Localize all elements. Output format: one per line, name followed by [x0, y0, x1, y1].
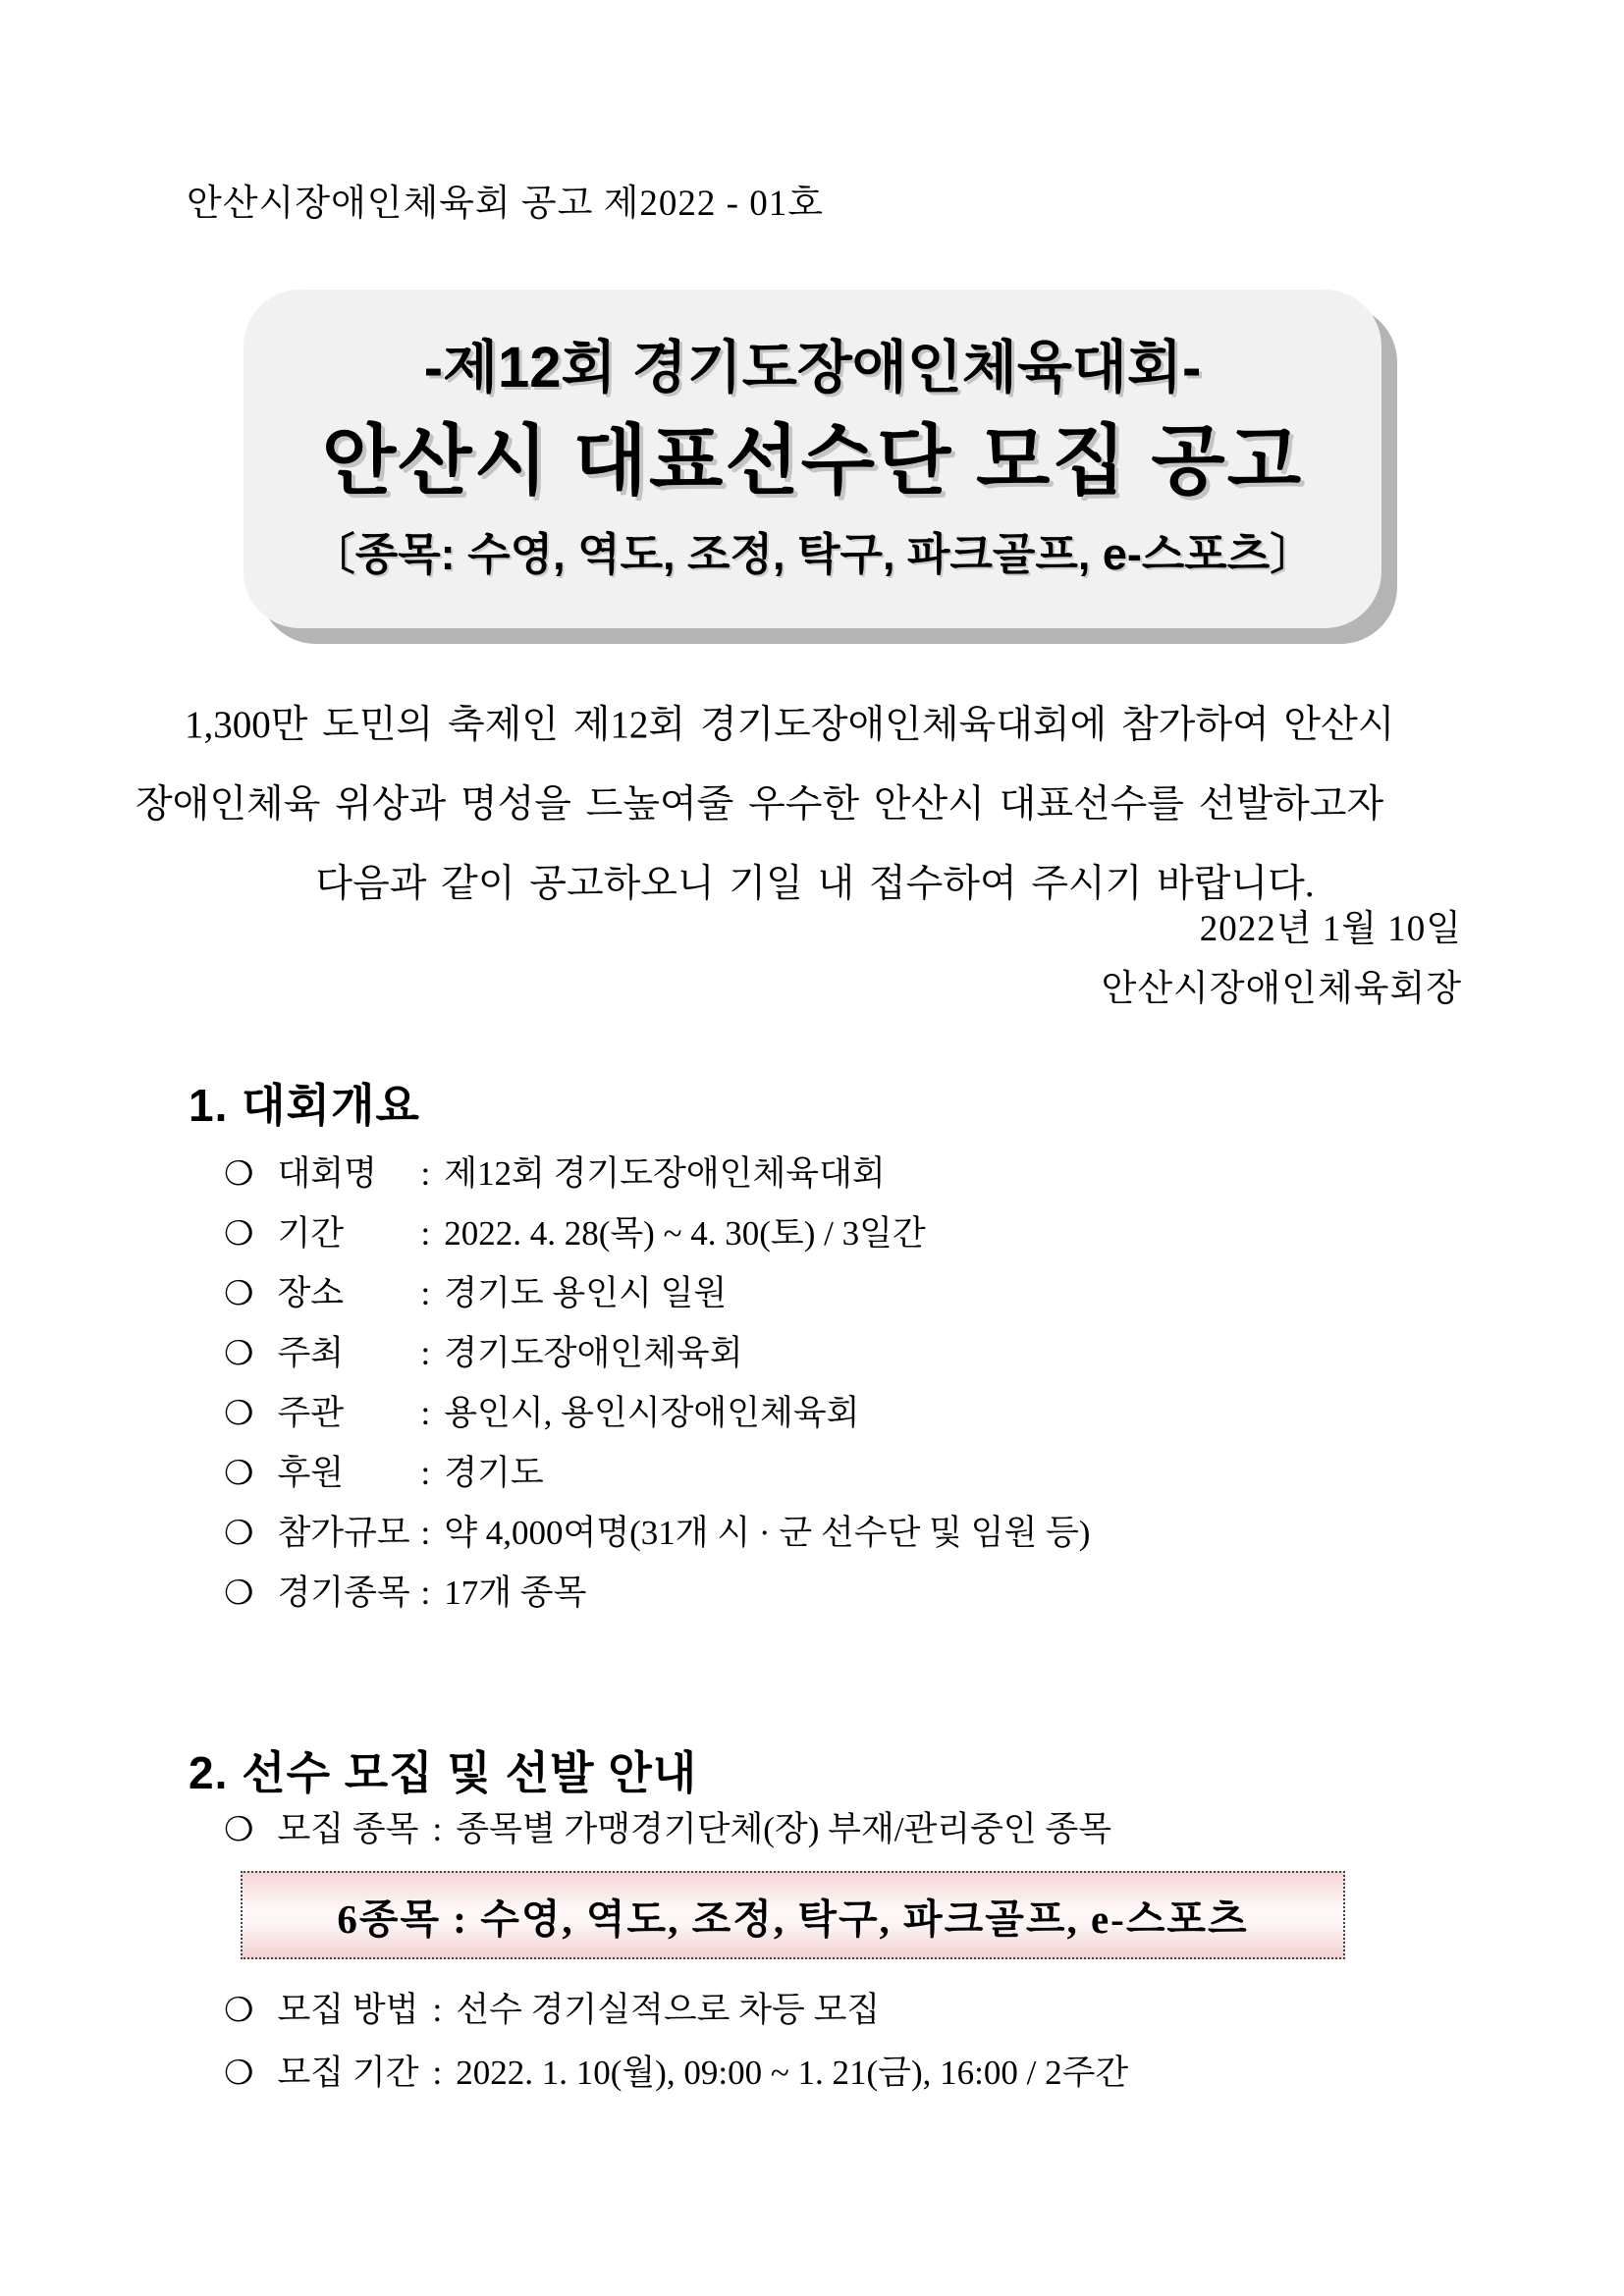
circle-bullet-icon: ❍ — [224, 1456, 254, 1492]
list-item-period — [224, 1206, 1090, 1266]
intro-line-2: 장애인체육 위상과 명성을 드높여줄 우수한 안산시 대표선수를 선발하고자 — [135, 783, 1384, 826]
item-label: 기간 — [277, 1214, 345, 1253]
circle-bullet-icon: ❍ — [224, 1812, 254, 1848]
item-colon: : — [420, 1214, 431, 1253]
circle-bullet-icon: ❍ — [224, 1575, 254, 1612]
item-label: 참가규모 — [277, 1514, 410, 1552]
highlight-sports-box — [241, 1871, 1345, 1959]
title-main: 안산시 대표선수단 모집 공고 — [321, 416, 1304, 504]
item-value: 경기도장애인체육회 — [444, 1334, 743, 1372]
circle-bullet-icon: ❍ — [224, 1276, 254, 1312]
item-value: 선수 경기실적으로 차등 모집 — [456, 1991, 881, 2029]
item-label: 주최 — [277, 1334, 345, 1372]
list-item-place — [224, 1266, 1090, 1326]
item-colon: : — [432, 1810, 443, 1848]
signoff — [1102, 899, 1462, 1019]
intro-paragraph — [135, 685, 1494, 924]
item-label: 경기종목 — [277, 1574, 410, 1612]
circle-bullet-icon: ❍ — [224, 1216, 254, 1253]
item-label: 모집 종목 — [277, 1810, 419, 1848]
item-value: 경기도 용인시 일원 — [444, 1274, 728, 1312]
title-sports-list: 〔종목: 수영, 역도, 조정, 탁구, 파크골프, e-스포츠〕 — [310, 528, 1315, 579]
item-label: 후원 — [277, 1454, 345, 1492]
item-colon: : — [420, 1574, 431, 1612]
list-item-scale — [224, 1506, 1090, 1566]
list-item-recruit-events — [224, 1802, 1111, 1862]
item-value: 제12회 경기도장애인체육대회 — [444, 1154, 886, 1193]
circle-bullet-icon: ❍ — [224, 2056, 254, 2092]
item-colon: : — [420, 1154, 431, 1193]
section2-list-bottom — [224, 1983, 1128, 2109]
list-item-events-count — [224, 1566, 1090, 1626]
circle-bullet-icon: ❍ — [224, 1993, 254, 2029]
item-label: 주관 — [277, 1394, 345, 1432]
signoff-signer: 안산시장애인체육회장 — [1101, 969, 1462, 1009]
section2-list-top — [224, 1802, 1111, 1862]
circle-bullet-icon: ❍ — [224, 1156, 254, 1193]
item-label: 모집 방법 — [277, 1991, 419, 2029]
list-item-host — [224, 1326, 1090, 1386]
section1-list — [224, 1147, 1090, 1626]
item-value: 용인시, 용인시장애인체육회 — [444, 1394, 860, 1432]
item-colon: : — [432, 2054, 443, 2092]
item-label: 모집 기간 — [277, 2054, 419, 2092]
title-box — [244, 290, 1381, 628]
item-label: 장소 — [277, 1274, 345, 1312]
intro-line-3: 다음과 같이 공고하오니 기일 내 접수하여 주시기 바랍니다. — [315, 863, 1315, 905]
list-item-organizer — [224, 1386, 1090, 1446]
circle-bullet-icon: ❍ — [224, 1396, 254, 1432]
item-colon: : — [420, 1514, 431, 1552]
section2-heading: 2. 선수 모집 및 선발 안내 — [189, 1747, 698, 1798]
highlight-sports-text: 6종목 : 수영, 역도, 조정, 탁구, 파크골프, e-스포츠 — [337, 1896, 1249, 1942]
item-value: 2022. 4. 28(목) ~ 4. 30(토) / 3일간 — [444, 1214, 926, 1253]
item-colon: : — [420, 1274, 431, 1312]
list-item-recruit-period — [224, 2046, 1128, 2109]
circle-bullet-icon: ❍ — [224, 1516, 254, 1552]
item-value: 17개 종목 — [444, 1574, 587, 1612]
doc-number: 안산시장애인체육회 공고 제2022 - 01호 — [187, 184, 824, 224]
item-value: 종목별 가맹경기단체(장) 부재/관리중인 종목 — [456, 1810, 1112, 1848]
item-value: 경기도 — [444, 1454, 544, 1492]
item-label: 대회명 — [277, 1154, 377, 1193]
item-value: 2022. 1. 10(월), 09:00 ~ 1. 21(금), 16:00 / 2주간 — [456, 2054, 1129, 2092]
item-colon: : — [432, 1991, 443, 2029]
item-colon: : — [420, 1454, 431, 1492]
list-item-event-name — [224, 1147, 1090, 1206]
item-value: 약 4,000여명(31개 시 · 군 선수단 및 임원 등) — [444, 1514, 1091, 1552]
signoff-date: 2022년 1월 10일 — [1199, 909, 1462, 949]
list-item-recruit-method — [224, 1983, 1128, 2046]
item-colon: : — [420, 1334, 431, 1372]
intro-line-1: 1,300만 도민의 축제인 제12회 경기도장애인체육대회에 참가하여 안산시 — [185, 704, 1395, 746]
list-item-sponsor — [224, 1446, 1090, 1506]
title-event-name: -제12회 경기도장애인체육대회- — [423, 335, 1202, 400]
section1-heading: 1. 대회개요 — [189, 1080, 420, 1131]
circle-bullet-icon: ❍ — [224, 1336, 254, 1372]
item-colon: : — [420, 1394, 431, 1432]
